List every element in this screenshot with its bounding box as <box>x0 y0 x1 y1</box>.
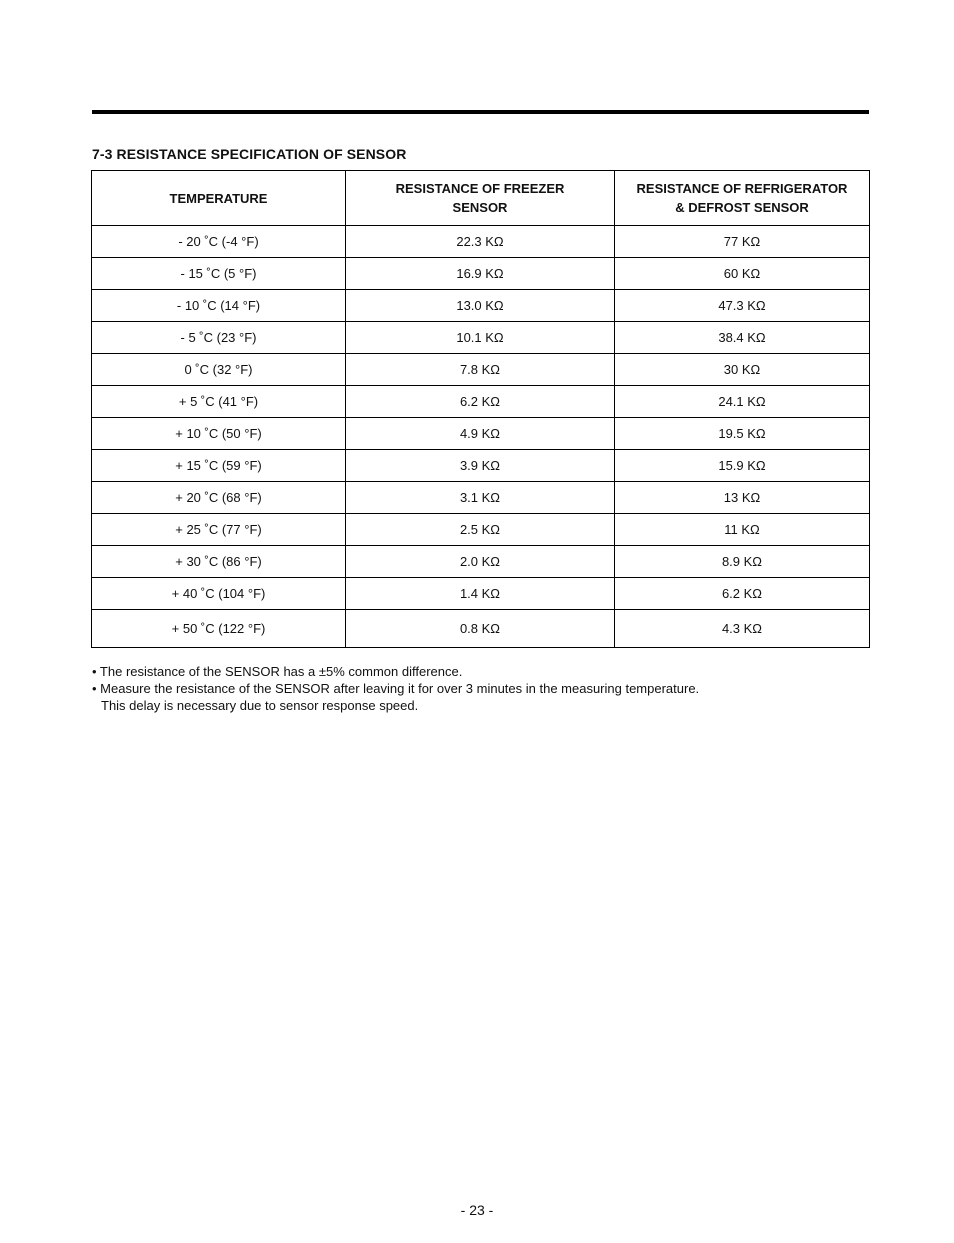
cell-temperature: + 5 ˚C (41 °F) <box>92 386 346 418</box>
cell-temperature: + 10 ˚C (50 °F) <box>92 418 346 450</box>
note-measurement: • Measure the resistance of the SENSOR after leaving it for over 3 minutes in the measuring temperature. <box>92 681 700 696</box>
cell-freezer-resistance: 2.0 KΩ <box>346 546 615 578</box>
section-title: 7-3 RESISTANCE SPECIFICATION OF SENSOR <box>92 146 407 162</box>
cell-freezer-resistance: 22.3 KΩ <box>346 226 615 258</box>
table-row <box>92 546 870 578</box>
table-row <box>92 322 870 354</box>
cell-refrigerator-resistance: 4.3 KΩ <box>615 610 870 648</box>
table-row <box>92 418 870 450</box>
note-tolerance: • The resistance of the SENSOR has a ±5% common difference. <box>92 664 463 679</box>
page-number: - 23 - <box>460 1202 494 1218</box>
cell-temperature: + 40 ˚C (104 °F) <box>92 578 346 610</box>
cell-freezer-resistance: 3.1 KΩ <box>346 482 615 514</box>
cell-freezer-resistance: 6.2 KΩ <box>346 386 615 418</box>
cell-refrigerator-resistance: 38.4 KΩ <box>615 322 870 354</box>
cell-freezer-resistance: 1.4 KΩ <box>346 578 615 610</box>
resistance-table <box>91 170 870 648</box>
cell-refrigerator-resistance: 8.9 KΩ <box>615 546 870 578</box>
cell-temperature: + 25 ˚C (77 °F) <box>92 514 346 546</box>
table-row <box>92 354 870 386</box>
cell-refrigerator-resistance: 77 KΩ <box>615 226 870 258</box>
cell-refrigerator-resistance: 15.9 KΩ <box>615 450 870 482</box>
header-temperature <box>92 171 346 226</box>
cell-refrigerator-resistance: 6.2 KΩ <box>615 578 870 610</box>
cell-refrigerator-resistance: 30 KΩ <box>615 354 870 386</box>
header-freezer-line2: SENSOR <box>452 200 508 215</box>
cell-temperature: + 20 ˚C (68 °F) <box>92 482 346 514</box>
table-row <box>92 386 870 418</box>
cell-temperature: - 5 ˚C (23 °F) <box>92 322 346 354</box>
cell-freezer-resistance: 2.5 KΩ <box>346 514 615 546</box>
table-row <box>92 482 870 514</box>
table-row <box>92 226 870 258</box>
cell-temperature: - 20 ˚C (-4 °F) <box>92 226 346 258</box>
notes <box>92 663 699 714</box>
table-row <box>92 258 870 290</box>
cell-refrigerator-resistance: 60 KΩ <box>615 258 870 290</box>
cell-temperature: + 15 ˚C (59 °F) <box>92 450 346 482</box>
cell-temperature: + 50 ˚C (122 °F) <box>92 610 346 648</box>
cell-refrigerator-resistance: 13 KΩ <box>615 482 870 514</box>
cell-temperature: - 10 ˚C (14 °F) <box>92 290 346 322</box>
header-refrigerator-resistance <box>615 171 870 226</box>
cell-freezer-resistance: 16.9 KΩ <box>346 258 615 290</box>
table-row <box>92 578 870 610</box>
cell-temperature: + 30 ˚C (86 °F) <box>92 546 346 578</box>
cell-freezer-resistance: 0.8 KΩ <box>346 610 615 648</box>
cell-temperature: 0 ˚C (32 °F) <box>92 354 346 386</box>
header-freezer-line1: RESISTANCE OF FREEZER <box>395 181 565 196</box>
note-measurement-continuation: This delay is necessary due to sensor response speed. <box>101 698 419 713</box>
cell-refrigerator-resistance: 24.1 KΩ <box>615 386 870 418</box>
header-refrigerator-line1: RESISTANCE OF REFRIGERATOR <box>636 181 848 196</box>
cell-refrigerator-resistance: 47.3 KΩ <box>615 290 870 322</box>
cell-refrigerator-resistance: 11 KΩ <box>615 514 870 546</box>
header-temperature-text: TEMPERATURE <box>169 190 268 206</box>
cell-freezer-resistance: 13.0 KΩ <box>346 290 615 322</box>
cell-freezer-resistance: 10.1 KΩ <box>346 322 615 354</box>
table-row <box>92 514 870 546</box>
table-header-row <box>92 171 870 226</box>
header-freezer-resistance <box>346 171 615 226</box>
cell-refrigerator-resistance: 19.5 KΩ <box>615 418 870 450</box>
header-refrigerator-line2: & DEFROST SENSOR <box>675 200 809 215</box>
cell-freezer-resistance: 3.9 KΩ <box>346 450 615 482</box>
table-row <box>92 450 870 482</box>
table-row <box>92 290 870 322</box>
cell-temperature: - 15 ˚C (5 °F) <box>92 258 346 290</box>
cell-freezer-resistance: 7.8 KΩ <box>346 354 615 386</box>
table-row <box>92 610 870 648</box>
cell-freezer-resistance: 4.9 KΩ <box>346 418 615 450</box>
top-rule <box>92 110 869 114</box>
